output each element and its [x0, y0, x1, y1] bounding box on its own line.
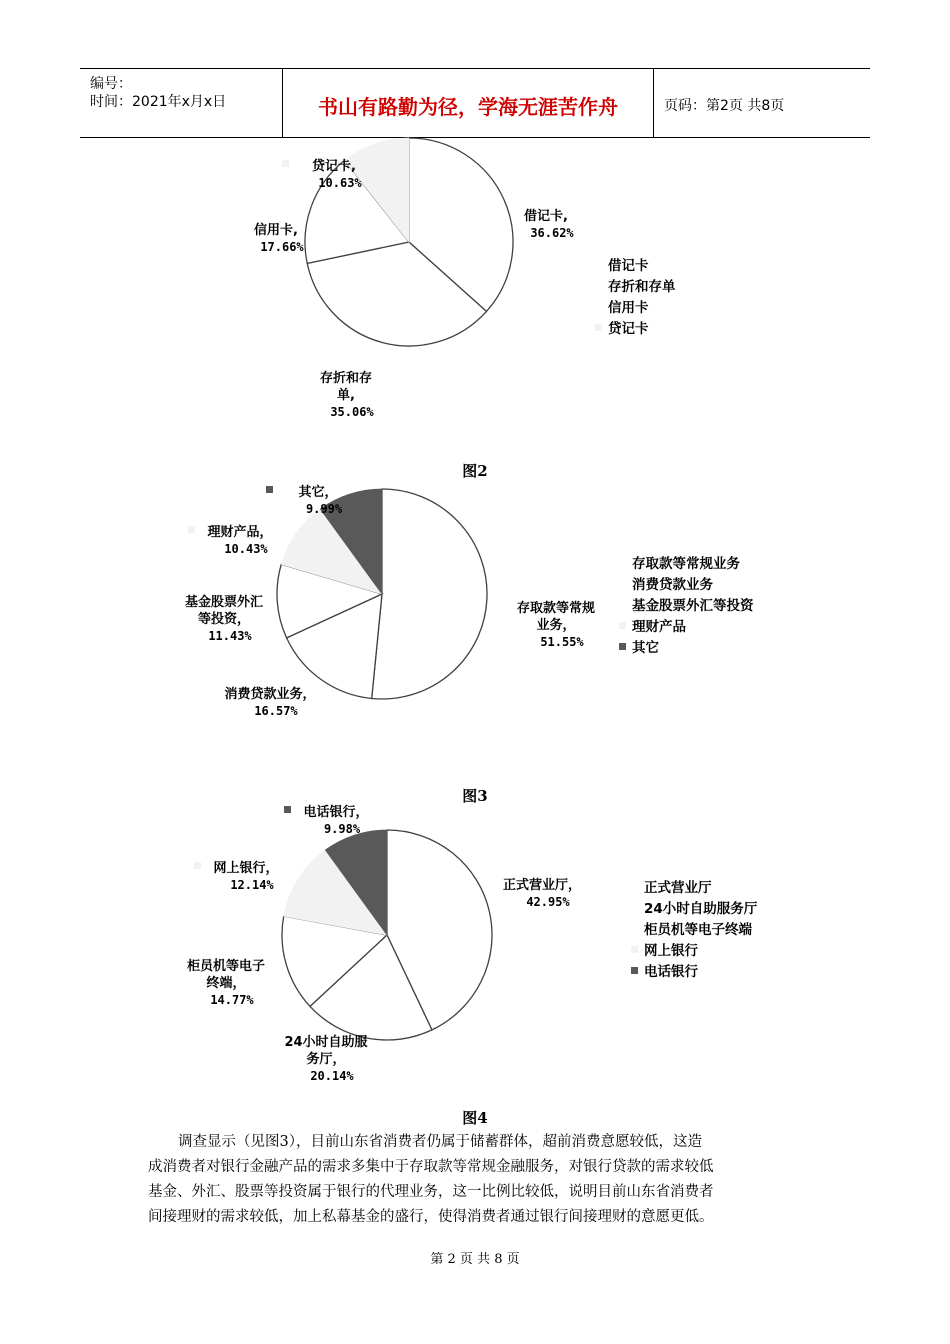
- legend-item: 贷记卡: [608, 321, 649, 337]
- page-footer: 第 2 页 共 8 页: [430, 1252, 520, 1267]
- header-info-cell: [80, 69, 283, 137]
- page-code-label: 页码：第2页 共8页: [664, 98, 785, 114]
- legend-item: 柜员机等电子终端: [644, 922, 752, 938]
- legend-item: 其它: [632, 640, 659, 656]
- slice-data-label: 网上银行， 12.14%: [213, 861, 279, 892]
- pie-chart-business-types: [0, 480, 950, 740]
- body-line: 基金、外汇、股票等投资属于银行的代理业务，这一比例比较低，说明目前山东省消费者: [148, 1184, 714, 1200]
- legend-swatch: [619, 643, 626, 650]
- figure-caption-4: 图4: [462, 1109, 488, 1127]
- document-time-label: 时间：2021年x月x日: [90, 94, 227, 110]
- legend-item: 网上银行: [644, 943, 698, 959]
- slice-data-label: 24小时自助服务厅， 20.14%: [284, 1035, 368, 1083]
- slice-data-label: 电话银行， 9.98%: [303, 805, 369, 836]
- slice-data-label: 正式营业厅， 42.95%: [502, 878, 582, 909]
- legend-item: 理财产品: [632, 619, 686, 635]
- label-color-marker: [194, 862, 201, 869]
- body-line: 调查显示（见图3），目前山东省消费者仍属于储蓄群体，超前消费意愿较低，这造: [178, 1134, 702, 1150]
- legend-item: 正式营业厅: [644, 880, 712, 896]
- legend-item: 存折和存单: [608, 279, 676, 295]
- slice-data-label: 柜员机等电子终端， 14.77%: [186, 959, 266, 1007]
- body-line: 间接理财的需求较低，加上私幕基金的盛行，使得消费者通过银行间接理财的意愿更低。: [148, 1209, 714, 1225]
- document-number-label: 编号：: [90, 76, 132, 92]
- pie-slice-1: [372, 489, 487, 699]
- header-motto-cell: [283, 69, 654, 137]
- legend-item: 电话银行: [644, 964, 698, 980]
- slice-data-label: 信用卡, 17.66%: [254, 223, 304, 254]
- legend-item: 存取款等常规业务: [632, 556, 740, 572]
- legend-item: 基金股票外汇等投资: [632, 598, 754, 614]
- legend-item: 信用卡: [608, 300, 649, 316]
- pie-chart-service-channels: [0, 800, 950, 1090]
- legend-swatch: [631, 967, 638, 974]
- legend-swatch: [619, 622, 626, 629]
- slice-data-label: 存折和存单, 35.06%: [319, 371, 374, 419]
- figure-caption-2: 图2: [462, 462, 488, 480]
- legend-item: 借记卡: [608, 258, 649, 274]
- slice-data-label: 其它， 9.99%: [298, 485, 343, 516]
- page-header: [80, 68, 870, 138]
- label-color-marker: [282, 160, 289, 167]
- label-color-marker: [266, 486, 273, 493]
- legend-item: 消费贷款业务: [632, 577, 713, 593]
- slice-data-label: 消费贷款业务， 16.57%: [224, 687, 316, 718]
- figure-caption-3: 图3: [462, 787, 488, 805]
- label-color-marker: [188, 526, 195, 533]
- label-color-marker: [284, 806, 291, 813]
- body-line: 成消费者对银行金融产品的需求多集中于存取款等常规金融服务，对银行贷款的需求较低: [148, 1159, 714, 1175]
- slice-data-label: 借记卡, 36.62%: [524, 209, 574, 240]
- motto-text: 书山有路勤为径，学海无涯苦作舟: [318, 95, 618, 119]
- legend-swatch: [595, 324, 602, 331]
- slice-data-label: 理财产品， 10.43%: [207, 525, 273, 556]
- slice-data-label: 存取款等常规业务， 51.55%: [516, 601, 596, 649]
- body-paragraph: [148, 1130, 813, 1230]
- pie-chart-card-types: [0, 150, 950, 450]
- slice-data-label: 贷记卡, 10.63%: [312, 159, 362, 190]
- legend-swatch: [631, 946, 638, 953]
- header-page-cell: [654, 69, 870, 137]
- slice-data-label: 基金股票外汇等投资， 11.43%: [184, 595, 264, 643]
- legend-item: 24小时自助服务厅: [644, 901, 758, 917]
